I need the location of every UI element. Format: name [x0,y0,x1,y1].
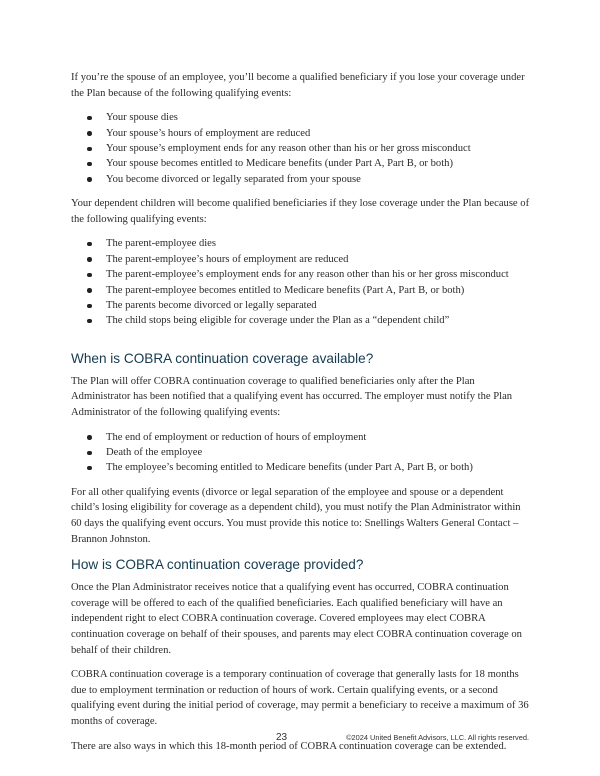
other-events-paragraph: For all other qualifying events (divorce or legal separation of the employee and spouse or a dependent child’s losing eligibility for coverage as a dependent child), you must notify the Plan Administrator within 60 days the qualifying event occurs. You must provide this notice to: Snellings Walters General Contact – Brannon Johnston. [71,486,521,545]
list-item: The child stops being eligible for coverage under the Plan as a “dependent child” [71,313,531,328]
employer-events-list [71,430,531,476]
list-item: The parent-employee becomes entitled to Medicare benefits (Part A, Part B, or both) [71,283,531,298]
list-item: Your spouse becomes entitled to Medicare benefits (under Part A, Part B, or both) [71,156,531,171]
list-item: Your spouse’s hours of employment are reduced [71,126,531,141]
spouse-intro-paragraph: If you’re the spouse of an employee, you’ll become a qualified beneficiary if you lose your coverage under the Plan because of the following qualifying events: [71,72,525,99]
page-number: 23 [276,732,288,743]
provided-paragraph-3: There are also ways in which this 18-month period of COBRA continuation coverage can be extended. [71,740,507,752]
list-item: The employee’s becoming entitled to Medicare benefits (under Part A, Part B, or both) [71,460,531,475]
list-item: The parent-employee’s hours of employment are reduced [71,252,531,267]
document-body [71,70,531,754]
available-intro-paragraph: The Plan will offer COBRA continuation coverage to qualified beneficiaries only after the Plan Administrator has been notified that a qualifying event has occurred. The employer must notify the Plan Administrator of the following qualifying events: [71,375,513,419]
provided-paragraph-2: COBRA continuation coverage is a temporary continuation of coverage that generally lasts for 18 months due to employment termination or reduction of hours of work. Certain qualifying events, or a second qualifying event during the initial period of coverage, may permit a beneficiary to receive a maximum of 36 months of coverage. [71,669,529,727]
list-item: Your spouse dies [71,110,531,125]
list-item: Your spouse’s employment ends for any reason other than his or her gross misconduct [71,141,531,156]
children-intro-paragraph: Your dependent children will become qualified beneficiaries if they lose coverage under the Plan because of the following qualifying events: [71,198,530,225]
section-heading-provided: How is COBRA continuation coverage provided? [71,557,364,573]
list-item: The parents become divorced or legally separated [71,298,531,313]
list-item: Death of the employee [71,445,531,460]
provided-paragraph-1: Once the Plan Administrator receives notice that a qualifying event has occurred, COBRA continuation coverage will be offered to each of the qualified beneficiaries. Each qualified beneficiary will have an independent right to elect COBRA continuation coverage. Covered employees may elect COBRA continuation coverage on behalf of their spouses, and parents may elect COBRA continuation coverage on behalf of their children. [71,582,522,656]
copyright-notice: ©2024 United Benefit Advisors, LLC. All rights reserved. [346,733,529,742]
list-item: You become divorced or legally separated from your spouse [71,172,531,187]
spouse-events-list [71,110,531,187]
children-events-list [71,236,531,328]
page-footer [0,732,600,746]
section-heading-available: When is COBRA continuation coverage available? [71,350,374,366]
list-item: The parent-employee’s employment ends for any reason other than his or her gross misconduct [71,267,531,282]
list-item: The parent-employee dies [71,236,531,251]
list-item: The end of employment or reduction of hours of employment [71,430,531,445]
